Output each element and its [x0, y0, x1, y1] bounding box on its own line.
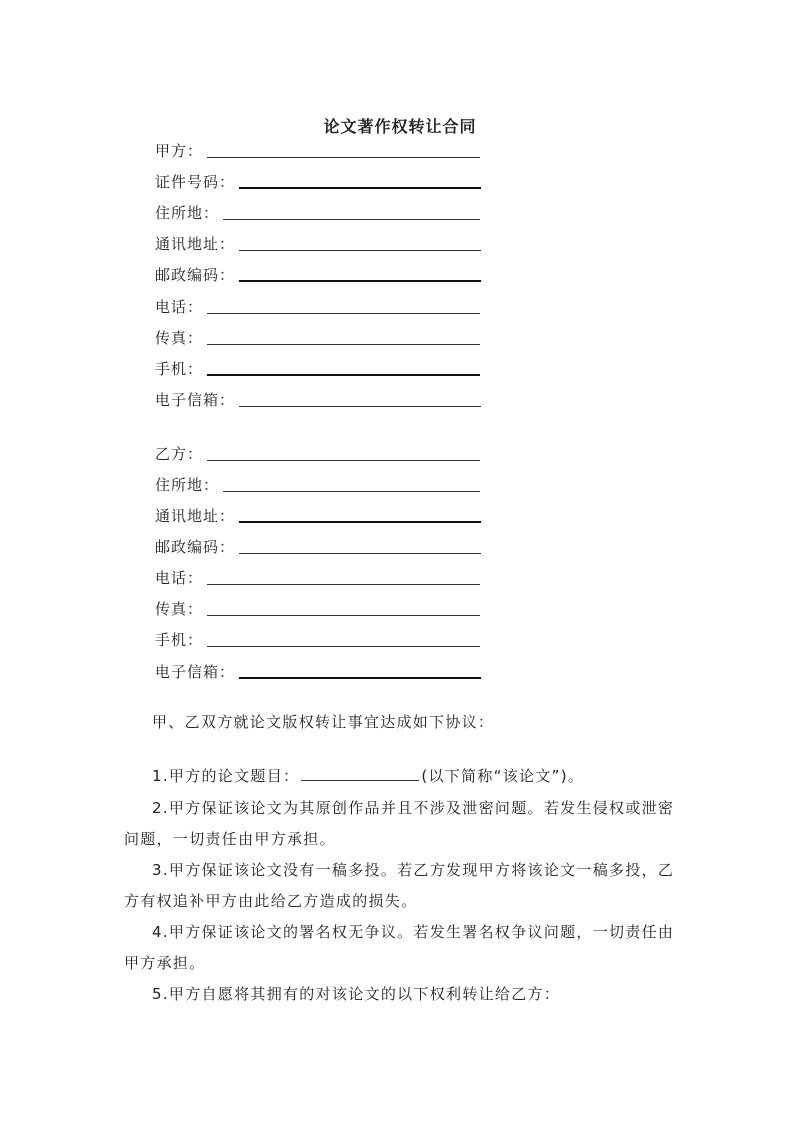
party-a-address-label: 住所地：	[155, 204, 220, 222]
party-a-mail-address-label: 通讯地址：	[155, 235, 236, 253]
clause-4: 4.甲方保证该论文的署名权无争议。若发生署名权争议问题，一切责任由甲方承担。	[124, 923, 675, 972]
party-a-phone-blank[interactable]	[207, 313, 480, 314]
party-a-email-blank[interactable]	[239, 406, 481, 407]
clause-1-text-after: (以下简称“该论文”)。	[421, 767, 585, 785]
party-a-fax-field	[155, 324, 480, 348]
party-a-postcode-blank[interactable]	[239, 280, 481, 282]
party-b-mobile-label: 手机：	[155, 631, 204, 649]
party-b-mobile-field	[155, 626, 480, 650]
party-b-phone-blank[interactable]	[207, 584, 480, 585]
agreement-intro: 甲、乙双方就论文版权转让事宜达成如下协议：	[152, 713, 495, 731]
party-a-mobile-label: 手机：	[155, 360, 204, 378]
party-a-id-blank[interactable]	[239, 187, 481, 189]
party-b-address-field	[155, 471, 480, 495]
party-a-id-field	[155, 168, 481, 192]
party-b-name-blank[interactable]	[207, 460, 480, 461]
party-b-fax-label: 传真：	[155, 600, 204, 618]
party-a-id-label: 证件号码：	[155, 173, 236, 191]
party-b-phone-label: 电话：	[155, 569, 204, 587]
party-b-address-label: 住所地：	[155, 476, 220, 494]
party-a-postcode-label: 邮政编码：	[155, 266, 236, 284]
party-b-email-blank[interactable]	[239, 677, 481, 679]
party-a-name-label: 甲方：	[155, 142, 204, 160]
party-a-mail-address-field	[155, 230, 481, 254]
party-a-mobile-field	[155, 355, 480, 379]
party-b-email-label: 电子信箱：	[155, 663, 236, 681]
thesis-title-blank[interactable]	[301, 766, 419, 781]
party-b-name-label: 乙方：	[155, 445, 204, 463]
party-a-mail-address-blank[interactable]	[239, 250, 481, 251]
party-a-mobile-blank[interactable]	[207, 374, 480, 376]
party-a-address-field	[155, 199, 480, 223]
party-b-mail-address-label: 通讯地址：	[155, 507, 236, 525]
party-b-mail-address-field	[155, 502, 481, 526]
party-a-email-field	[155, 386, 481, 410]
clause-3: 3.甲方保证该论文没有一稿多投。若乙方发现甲方将该论文一稿多投，乙方有权追补甲方由此给乙方造成的损失。	[124, 861, 675, 910]
party-a-fax-blank[interactable]	[207, 344, 480, 345]
document-title: 论文著作权转让合同	[323, 117, 477, 136]
party-a-email-label: 电子信箱：	[155, 391, 236, 409]
party-b-email-field	[155, 658, 481, 682]
party-a-postcode-field	[155, 261, 481, 285]
party-a-phone-label: 电话：	[155, 298, 204, 316]
party-b-postcode-label: 邮政编码：	[155, 538, 236, 556]
party-b-name-field	[155, 440, 480, 464]
clause-2: 2.甲方保证该论文为其原创作品并且不涉及泄密问题。若发生侵权或泄密问题，一切责任由甲方承担。	[124, 799, 675, 848]
party-b-fax-blank[interactable]	[207, 615, 480, 616]
party-a-fax-label: 传真：	[155, 329, 204, 347]
party-b-fax-field	[155, 595, 480, 619]
party-a-name-blank[interactable]	[207, 157, 480, 158]
party-a-address-blank[interactable]	[223, 219, 480, 220]
party-b-postcode-blank[interactable]	[239, 553, 481, 554]
party-b-mobile-blank[interactable]	[207, 646, 480, 647]
party-b-mail-address-blank[interactable]	[239, 521, 481, 523]
party-a-name-field	[155, 137, 480, 161]
clause-1-text-before: 1.甲方的论文题目：	[152, 767, 300, 785]
clause-1	[124, 761, 684, 792]
party-b-address-blank[interactable]	[223, 491, 480, 492]
party-b-phone-field	[155, 564, 480, 588]
party-a-phone-field	[155, 293, 480, 317]
clause-5: 5.甲方自愿将其拥有的对该论文的以下权利转让给乙方：	[152, 985, 561, 1003]
party-b-postcode-field	[155, 533, 481, 557]
